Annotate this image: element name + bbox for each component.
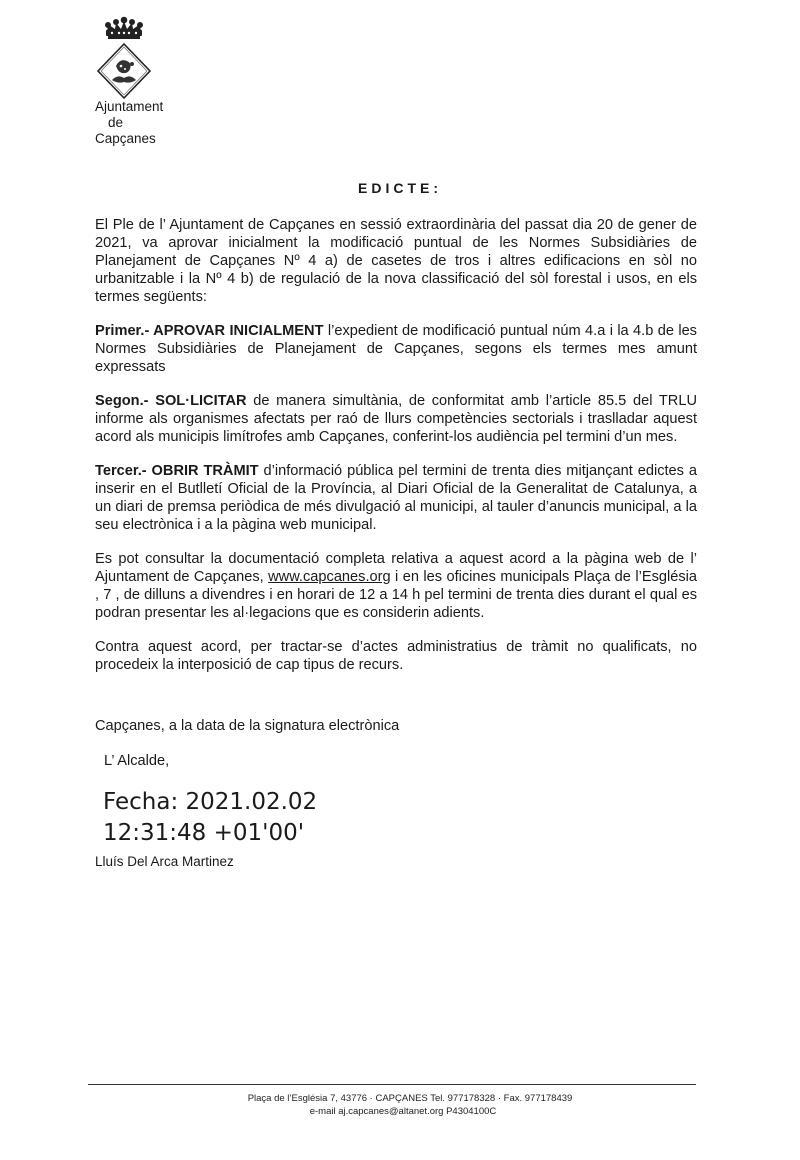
footer (0, 1092, 800, 1118)
consult-paragraph (95, 550, 697, 622)
coat-of-arms-logo (94, 14, 154, 102)
point-first-text: l’expedient de modificació puntual núm 4.a i la 4.b de les Normes Subsidiàries de Planejament de Capçanes, segons els termes mes amunt expressats (95, 323, 697, 375)
stamp-date: Fecha: 2021.02.02 (103, 789, 318, 815)
place-date: Capçanes, a la data de la signatura electrònica (95, 718, 400, 734)
footer-contact: e-mail aj.capcanes@altanet.org P4304100C (309, 1106, 497, 1117)
point-second-text: de manera simultània, de conformitat amb l’article 85.5 del TRLU informe als organismes afectats per raó de llurs competències sectorials i traslladar aquest acord als municipis limítrofes amb Capçanes, conferint-los audiència pel termini d’un mes. (95, 393, 697, 445)
organization-name (95, 99, 185, 147)
point-first-lead: Primer.- APROVAR INICIALMENT (95, 323, 324, 339)
document-body (95, 216, 697, 690)
signer-name: Lluís Del Arca Martinez (95, 854, 234, 869)
document-title: EDICTE: (358, 180, 442, 196)
website-link[interactable]: www.capcanes.org (268, 569, 391, 585)
org-name-line3: Capçanes (95, 131, 156, 146)
footer-divider (88, 1084, 696, 1085)
point-third-text: d’informació pública pel termini de trenta dies mitjançant edictes a inserir en el Butlletí Oficial de la Província, al Diari Oficial de la Generalitat de Catalunya, a un diari de premsa periòdica de més divulgació al municipi, al tauler d’anuncis municipal, a la seu electrònica i a la pàgina web municipal. (95, 463, 697, 533)
mayor-title: L’ Alcalde, (104, 753, 170, 769)
consult-text-before: Es pot consultar la documentació completa relativa a aquest acord a la pàgina web de l’ Ajuntament de Capçanes, (95, 551, 697, 585)
appeal-paragraph: Contra aquest acord, per tractar-se d’actes administratius de tràmit no qualificats, no procedeix la interposició de cap tipus de recurs. (95, 639, 697, 673)
point-second-lead: Segon.- SOL·LICITAR (95, 393, 247, 409)
stamp-time: 12:31:48 +01'00' (103, 820, 305, 846)
point-third (95, 462, 697, 534)
electronic-signature-stamp (103, 787, 317, 849)
footer-address: Plaça de l’Església 7, 43776 · CAPÇANES Tel. 977178328 · Fax. 977178439 (247, 1093, 573, 1104)
intro-paragraph: El Ple de l’ Ajuntament de Capçanes en sessió extraordinària del passat dia 20 de gener de 2021, va aprovar inicialment la modificació puntual de les Normes Subsidiàries de Planejament de Capçanes Nº 4 a) de casetes de tros i altres edificacions en sòl no urbanitzable i la Nº 4 b) de regulació de la nova classificació del sòl forestal i usos, en els termes següents: (95, 217, 697, 305)
point-third-lead: Tercer.- OBRIR TRÀMIT (95, 463, 259, 479)
org-name-line1: Ajuntament (95, 99, 164, 114)
point-second (95, 392, 697, 446)
point-first (95, 322, 697, 376)
consult-text-after: i en les oficines municipals Plaça de l’Església , 7 , de dilluns a divendres i en horari de 12 a 14 h pel termini de trenta dies durant el qual es podran presentar les al·legacions que es considerin adients. (95, 569, 697, 621)
org-name-line2: de (108, 115, 124, 130)
